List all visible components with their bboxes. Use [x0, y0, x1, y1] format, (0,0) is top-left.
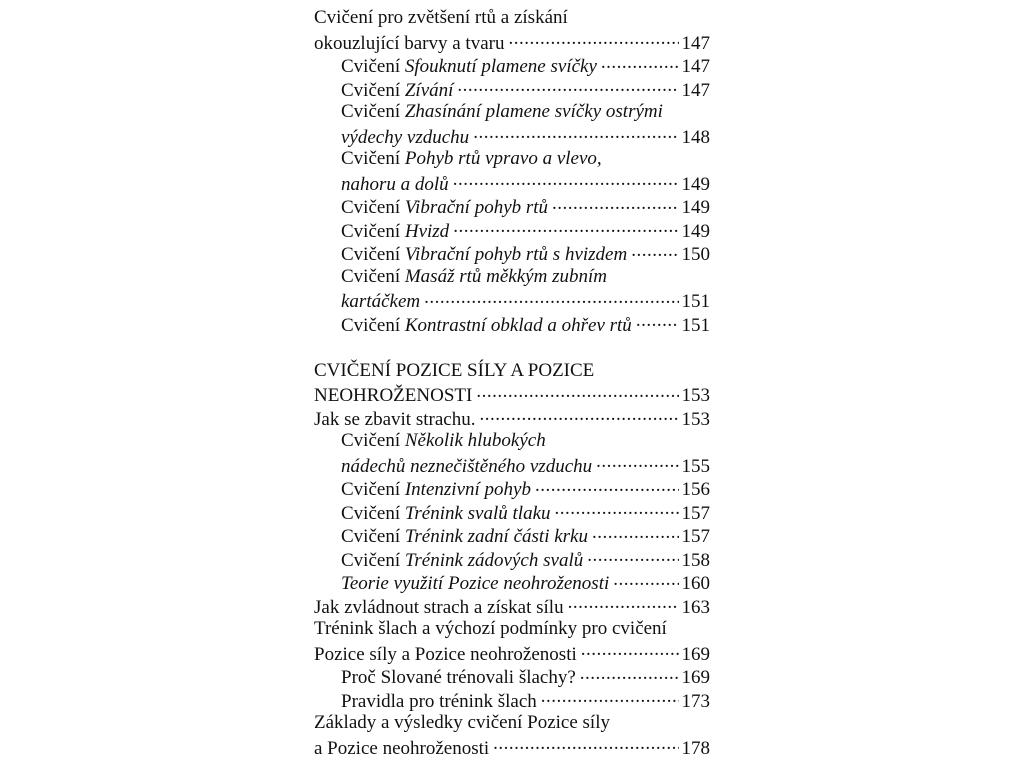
page-number: 151: [681, 291, 710, 312]
dot-leader: [453, 218, 678, 237]
entry-title: Cvičení pro zvětšení rtů a získání: [314, 7, 568, 28]
entry-title: Vibrační pohyb rtů: [404, 197, 549, 218]
entry-label: Cvičení: [341, 148, 401, 169]
entry-title: Pravidla pro trénink šlach: [341, 690, 537, 712]
entry-title: Několik hlubokých: [404, 430, 546, 451]
toc-entry-title-line: [314, 147, 710, 171]
page-number: 151: [681, 314, 710, 336]
entry-label: Cvičení: [341, 56, 401, 77]
toc-entry-title-line: [314, 6, 710, 30]
toc-entry: [314, 641, 710, 665]
section-heading: NEOHROŽENOSTI: [314, 385, 473, 406]
dot-leader: [601, 53, 679, 72]
toc-entry: [314, 523, 710, 547]
dot-leader: [424, 288, 678, 307]
entry-title: Hvizd: [404, 220, 450, 242]
entry-label: Cvičení: [341, 79, 401, 101]
dot-leader: [479, 406, 678, 425]
toc-entry: [314, 594, 710, 618]
toc-entry: [314, 476, 710, 500]
toc-entry-title-line: [314, 265, 710, 289]
dot-leader: [493, 735, 678, 754]
dot-leader: [631, 241, 678, 260]
page-number: 148: [681, 126, 710, 148]
page-number: 155: [681, 455, 710, 477]
entry-title: Trénink šlach a výchozí podmínky pro cvičení: [314, 618, 667, 639]
page-number: 158: [681, 549, 710, 571]
section-heading: CVIČENÍ POZICE SÍLY A POZICE: [314, 359, 595, 381]
page-number: 149: [681, 220, 710, 242]
page-number: 169: [681, 643, 710, 665]
toc-entry: [314, 453, 710, 477]
toc-entry: [314, 406, 710, 430]
entry-title: a Pozice neohroženosti: [314, 737, 490, 759]
toc-entry: [314, 382, 710, 406]
dot-leader: [596, 453, 678, 472]
toc-entry: [314, 53, 710, 77]
dot-leader: [541, 688, 679, 707]
dot-leader: [535, 476, 679, 495]
dot-leader: [476, 382, 678, 401]
entry-title: Masáž rtů měkkým zubním: [404, 265, 607, 287]
entry-title: Zívání: [404, 79, 454, 101]
entry-title: Sfouknutí plamene svíčky: [404, 56, 597, 77]
dot-leader: [636, 312, 679, 331]
toc-entry-title-line: [314, 617, 710, 641]
dot-leader: [508, 30, 678, 49]
page-number: 169: [681, 667, 710, 688]
dot-leader: [581, 641, 679, 660]
entry-label: Cvičení: [341, 549, 401, 571]
dot-leader: [552, 194, 678, 213]
toc-entry: [314, 194, 710, 218]
entry-title: nahoru a dolů: [341, 173, 449, 195]
toc-entry-title-line: [314, 100, 710, 124]
entry-title: Vibrační pohyb rtů s hvizdem: [404, 244, 628, 265]
entry-title: Zhasínání plamene svíčky ostrými: [404, 101, 663, 122]
toc-entry: [314, 735, 710, 759]
entry-title: okouzlující barvy a tvaru: [314, 32, 505, 54]
entry-title: Jak se zbavit strachu.: [314, 408, 476, 430]
dot-leader: [592, 523, 679, 542]
entry-label: Cvičení: [341, 197, 401, 218]
toc-entry: [314, 312, 710, 336]
page-number: 163: [681, 596, 710, 618]
dot-leader: [587, 547, 678, 566]
entry-label: Cvičení: [341, 314, 401, 336]
toc-entry: [314, 77, 710, 101]
page-number: 153: [681, 408, 710, 430]
entry-label: Cvičení: [341, 479, 401, 500]
dot-leader: [580, 664, 679, 683]
toc-entry-title-line: [314, 429, 710, 453]
page-number: 178: [681, 737, 710, 759]
toc-entry: [314, 241, 710, 265]
page-number: 157: [681, 526, 710, 547]
page-number: 149: [681, 173, 710, 195]
toc-entry: [314, 664, 710, 688]
toc-entry: [314, 547, 710, 571]
page-number: 153: [681, 385, 710, 406]
dot-leader: [473, 124, 678, 143]
toc-entry: [314, 171, 710, 195]
entry-title: výdechy vzduchu: [341, 126, 470, 148]
dot-leader: [453, 171, 679, 190]
entry-title: Pozice síly a Pozice neohroženosti: [314, 643, 577, 665]
toc-entry-title-line: [314, 711, 710, 735]
toc-entry: [314, 218, 710, 242]
entry-title: Trénink zádových svalů: [404, 549, 584, 571]
entry-label: Cvičení: [341, 220, 401, 242]
toc-entry-title-line: [314, 359, 710, 383]
entry-title: Základy a výsledky cvičení Pozice síly: [314, 712, 610, 733]
page-number: 157: [681, 502, 710, 524]
toc-entry: [314, 500, 710, 524]
page-number: 150: [681, 244, 710, 265]
toc-entry: [314, 124, 710, 148]
page-number: 173: [681, 690, 710, 712]
entry-title: Kontrastní obklad a ohřev rtů: [404, 314, 632, 336]
dot-leader: [568, 594, 679, 613]
entry-label: Cvičení: [341, 430, 401, 451]
dot-leader: [555, 500, 679, 519]
entry-label: Cvičení: [341, 101, 401, 122]
toc-entry: [314, 30, 710, 54]
entry-label: Cvičení: [341, 526, 401, 547]
entry-title: nádechů neznečištěného vzduchu: [341, 455, 593, 477]
table-of-contents: [314, 6, 710, 758]
entry-title: Trénink svalů tlaku: [404, 502, 551, 524]
dot-leader: [457, 77, 678, 96]
page-number: 160: [681, 573, 710, 594]
toc-entry: [314, 570, 710, 594]
entry-title: Jak zvládnout strach a získat sílu: [314, 596, 564, 618]
entry-label: Cvičení: [341, 265, 401, 287]
entry-title: Pohyb rtů vpravo a vlevo,: [404, 148, 602, 169]
entry-title: Proč Slované trénovali šlachy?: [341, 667, 576, 688]
entry-title: kartáčkem: [341, 291, 421, 312]
page-number: 147: [681, 79, 710, 101]
entry-label: Cvičení: [341, 502, 401, 524]
page-number: 147: [681, 56, 710, 77]
dot-leader: [613, 570, 678, 589]
entry-title: Teorie využití Pozice neohroženosti: [341, 573, 610, 594]
entry-title: Trénink zadní části krku: [404, 526, 588, 547]
page-number: 149: [681, 197, 710, 218]
entry-label: Cvičení: [341, 244, 401, 265]
page-number: 147: [681, 32, 710, 54]
entry-title: Intenzivní pohyb: [404, 479, 531, 500]
toc-entry: [314, 288, 710, 312]
toc-entry: [314, 688, 710, 712]
section-gap: [314, 335, 710, 359]
page-number: 156: [681, 479, 710, 500]
